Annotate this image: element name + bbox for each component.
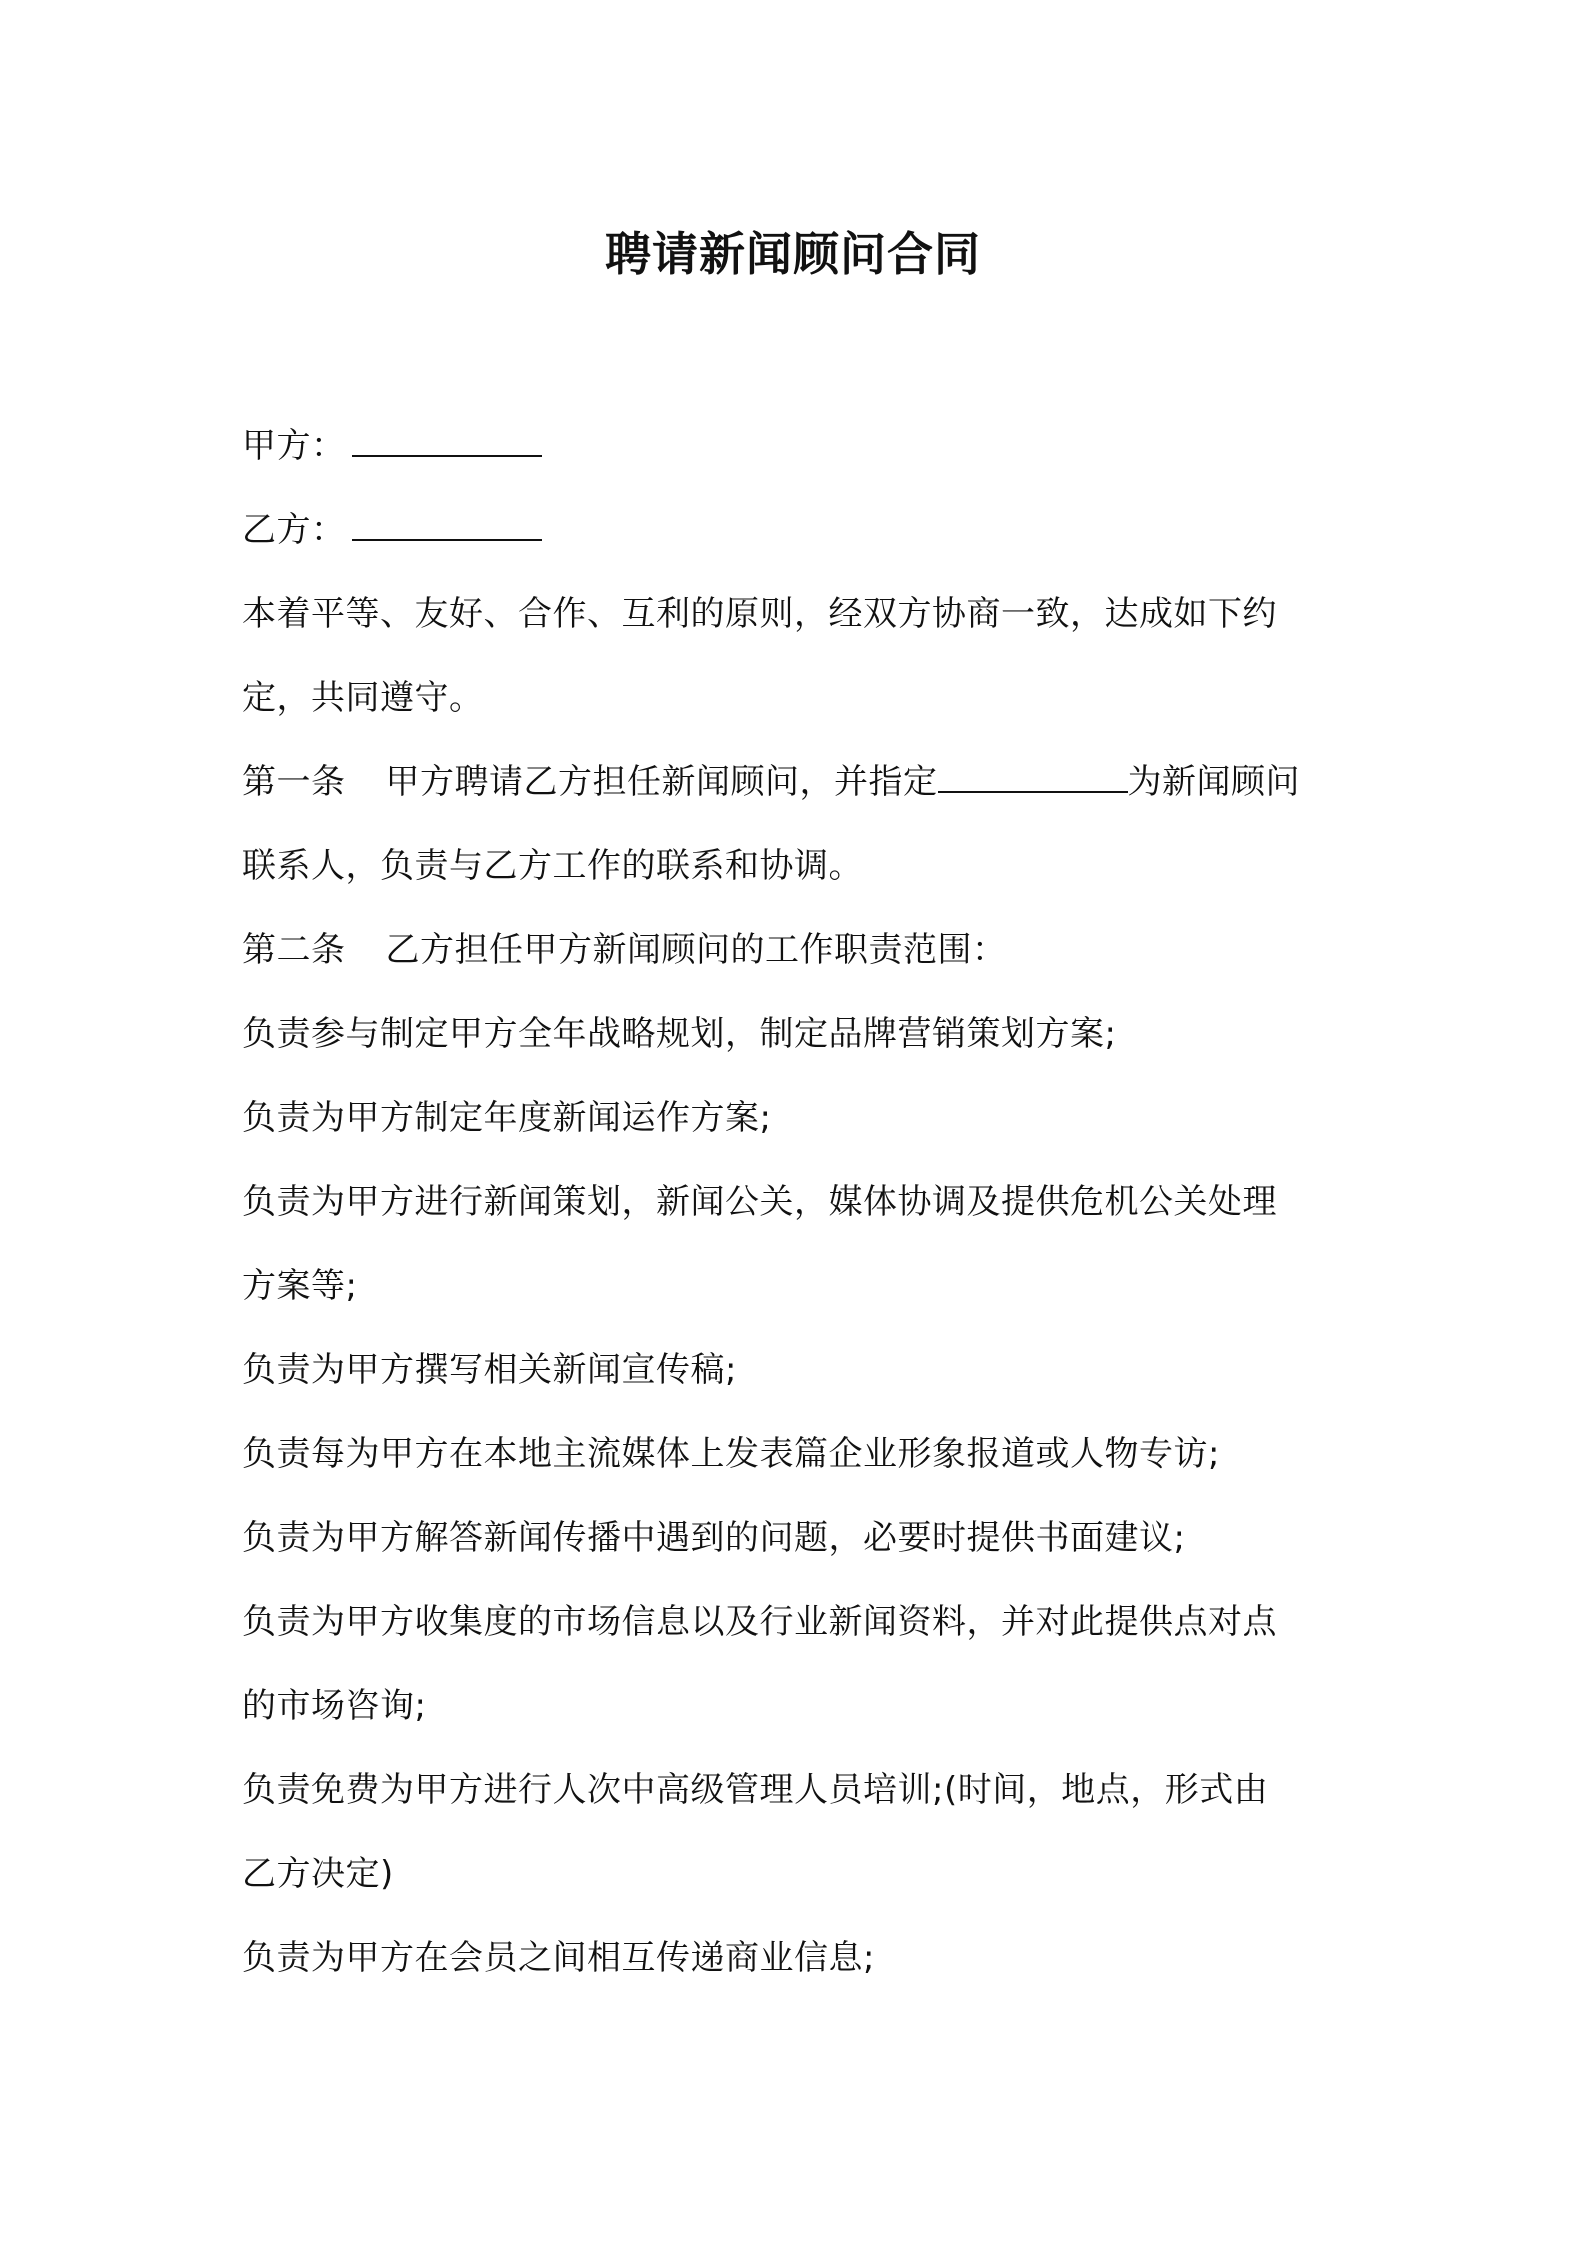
- article-1-line-1: [242, 740, 1350, 824]
- duty-1: 负责参与制定甲方全年战略规划，制定品牌营销策划方案;: [242, 1014, 1117, 1054]
- duty-4: 负责为甲方撰写相关新闻宣传稿;: [242, 1350, 737, 1390]
- page-title: 聘请新闻顾问合同: [605, 227, 981, 281]
- party-b-label: 乙方：: [242, 510, 346, 550]
- party-b-line: [242, 488, 1350, 572]
- article-1-text-after: 为新闻顾问: [1127, 762, 1300, 802]
- duty-3-line-2: 方案等;: [242, 1266, 358, 1306]
- duty-7-line-2: 的市场咨询;: [242, 1686, 427, 1726]
- duty-5: 负责每为甲方在本地主流媒体上发表篇企业形象报道或人物专访;: [242, 1434, 1220, 1474]
- intro-line-1: 本着平等、友好、合作、互利的原则，经双方协商一致，达成如下约: [242, 594, 1277, 634]
- party-a-line: [242, 404, 1350, 488]
- party-b-blank[interactable]: [352, 495, 542, 541]
- duty-6: 负责为甲方解答新闻传播中遇到的问题，必要时提供书面建议;: [242, 1518, 1186, 1558]
- duty-9: 负责为甲方在会员之间相互传递商业信息;: [242, 1938, 875, 1978]
- article-2-line: [242, 908, 1350, 992]
- duty-7-line-1: 负责为甲方收集度的市场信息以及行业新闻资料，并对此提供点对点: [242, 1602, 1277, 1642]
- duty-8-line-2: 乙方决定): [242, 1854, 394, 1894]
- article-2-text: 乙方担任甲方新闻顾问的工作职责范围：: [385, 930, 1007, 970]
- document-body: [242, 404, 1350, 2000]
- article-1-heading: 第一条: [242, 762, 346, 802]
- duty-2: 负责为甲方制定年度新闻运作方案;: [242, 1098, 772, 1138]
- duty-8-line-1: 负责免费为甲方进行人次中高级管理人员培训;(时间，地点，形式由: [242, 1770, 1269, 1810]
- article-1-text: 甲方聘请乙方担任新闻顾问，并指定: [385, 762, 938, 802]
- intro-line-2: 定，共同遵守。: [242, 678, 484, 718]
- article-2-heading: 第二条: [242, 930, 346, 970]
- article-1-line-2: 联系人，负责与乙方工作的联系和协调。: [242, 846, 863, 886]
- party-a-blank[interactable]: [352, 411, 542, 457]
- contact-person-blank[interactable]: [938, 747, 1128, 793]
- party-a-label: 甲方：: [242, 426, 346, 466]
- duty-3-line-1: 负责为甲方进行新闻策划，新闻公关，媒体协调及提供危机公关处理: [242, 1182, 1277, 1222]
